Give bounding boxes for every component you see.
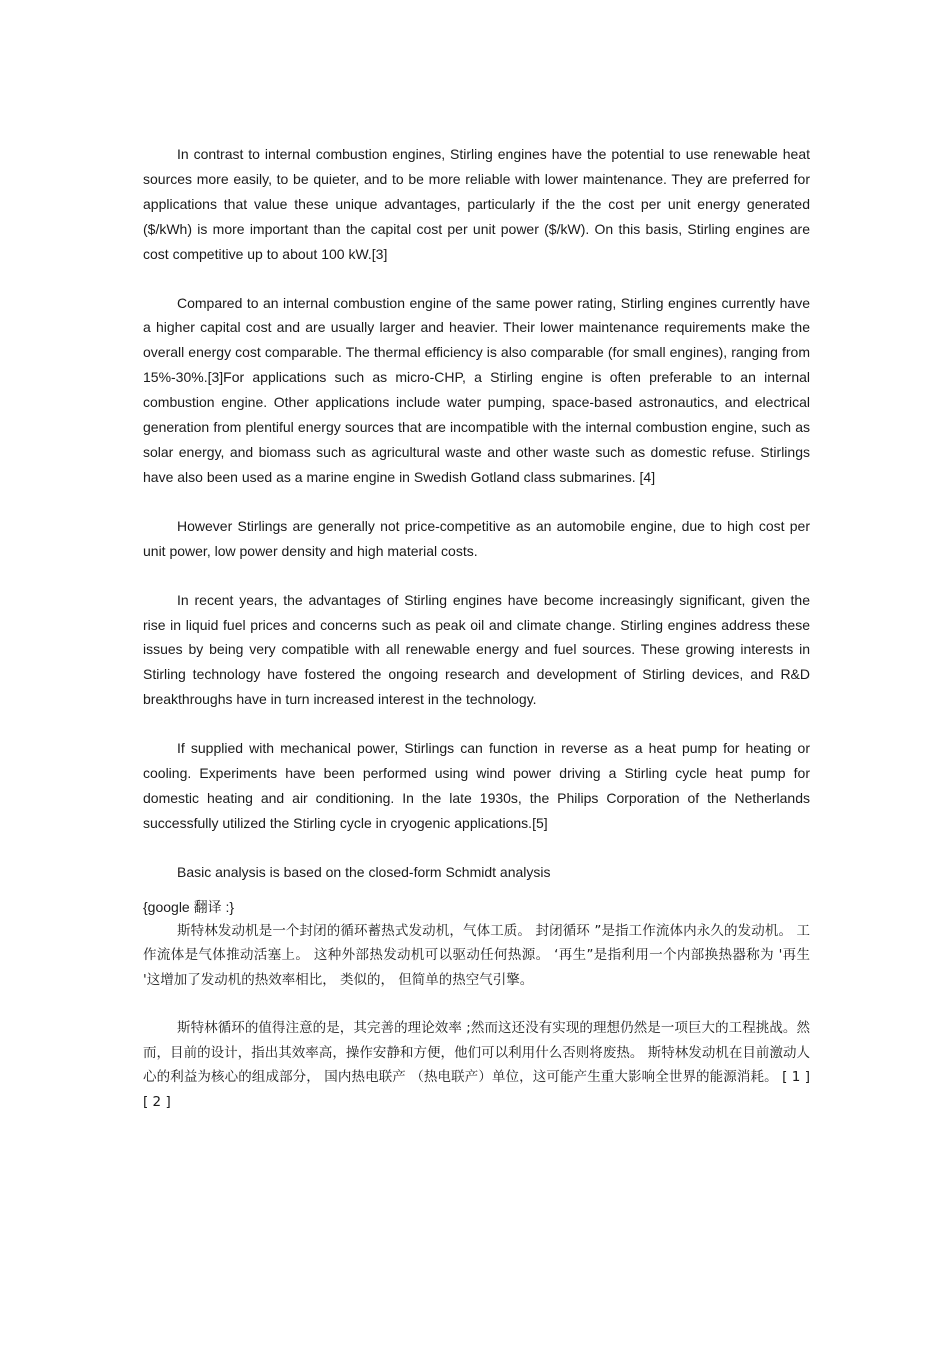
paragraph-heat-pump: If supplied with mechanical power, Stirlings can function in reverse as a heat pump for heating or cooling. Experiments have been performed using wind power driving a Stirling cycle heat pump for domestic heating and air conditioning. In the late 1930s, the Philips Corporation of the Netherlands successfully utilized the Stirling cycle in cryogenic applications.[5] [143,740,810,831]
paragraph-schmidt-analysis: Basic analysis is based on the closed-form Schmidt analysis [177,863,551,880]
paragraph-recent-years: In recent years, the advantages of Stirling engines have become increasingly significant, given the rise in liquid fuel prices and concerns such as peak oil and climate change. Stirling engines address these issues by being very compatible with all renewable energy and fuel sources. These growing interests in Stirling technology have fostered the ongoing research and development of Stirling devices, and R&D breakthroughs have in turn increased interest in the technology. [143,591,810,708]
paragraph-automobile: However Stirlings are generally not price-competitive as an automobile engine, due to high cost per unit power, low power density and high material costs. [143,517,810,559]
paragraph-capital-cost: Compared to an internal combustion engine of the same power rating, Stirling engines currently have a higher capital cost and are usually larger and heavier. Their lower maintenance requirements make the overall energy cost comparable. The thermal efficiency is also comparable (for small engines), ranging from 15%-30%.[3]For applications such as micro-CHP, a Stirling engine is often preferable to an internal combustion engine. Other applications include water pumping, space-based astronautics, and electrical generation from plentiful energy sources that are incompatible with the internal combustion engine, such as solar energy, and biomass such as agricultural waste and other waste such as domestic refuse. Stirlings have also been used as a marine engine in Swedish Gotland class submarines. [4] [143,294,810,485]
paragraph-zh-efficiency: 斯特林循环的值得注意的是，其完善的理论效率 ;然而这还没有实现的理想仍然是一项巨大的工程挑战。然而，目前的设计，指出其效率高，操作安静和方便，他们可以利用什么否则将废热。 斯特林发动机在目前激动人心的利益为核心的组成部分， 国内热电联产 （热电联产）单位，这可能产生重大影响全世界的能源消耗。 [ 1 ] [ 2 ] [143,1020,810,1110]
translation-label: {google 翻译 :} [143,898,235,915]
document-body [143,142,810,1138]
paragraph-renewable-heat: In contrast to internal combustion engines, Stirling engines have the potential to use renewable heat sources more easily, to be quieter, and to be more reliable with lower maintenance. They are preferred for applications that value these unique advantages, particularly if the the cost per unit energy generated ($/kWh) is more important than the capital cost per unit power ($/kW). On this basis, Stirling engines are cost competitive up to about 100 kW.[3] [143,146,810,262]
paragraph-zh-closed-cycle: 斯特林发动机是一个封闭的循环蓄热式发动机，气体工质。 封闭循环 ”是指工作流体内永久的发动机。 工作流体是气体推动活塞上。 这种外部热发动机可以驱动任何热源。 ‘再生”是指利用一个内部换热器称为 '再生 '这增加了发动机的热效率相比， 类似的， 但简单的热空气引擎。 [143,922,810,988]
